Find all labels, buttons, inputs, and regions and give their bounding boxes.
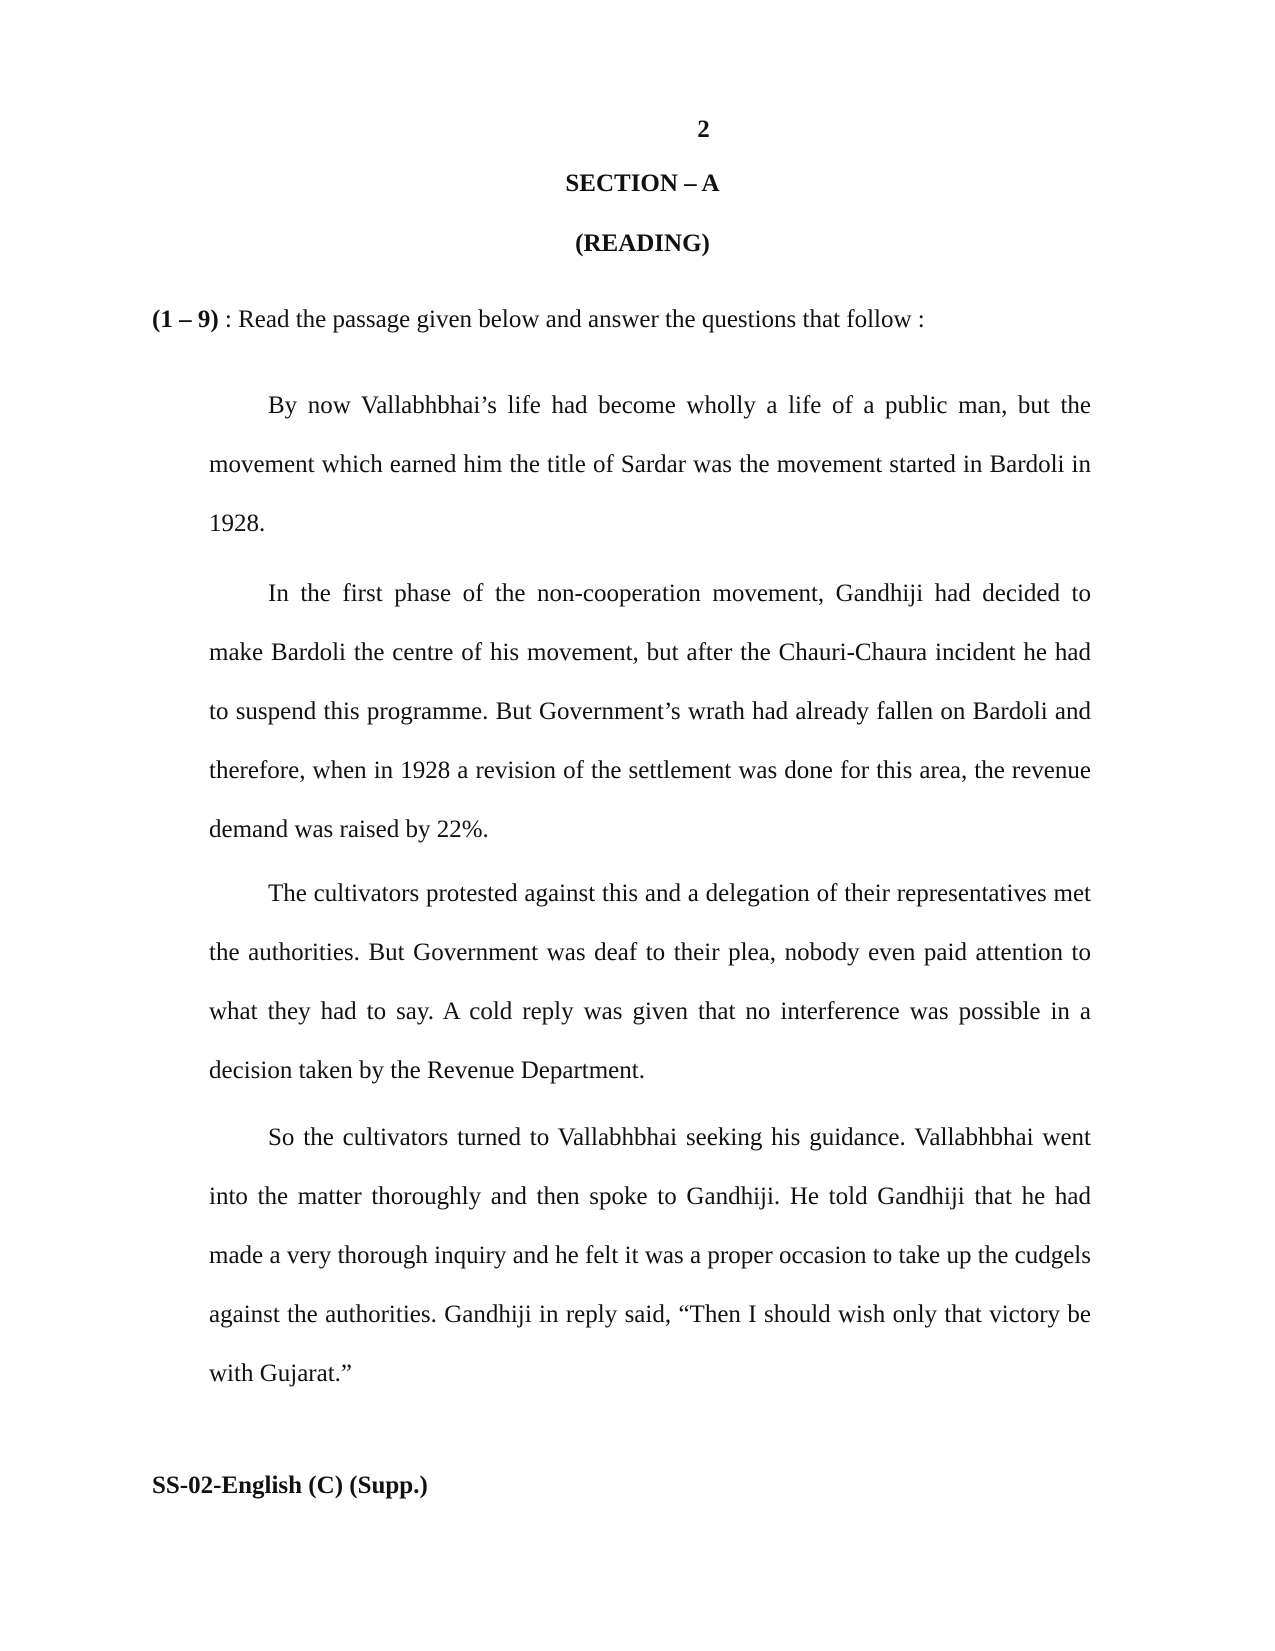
question-instruction xyxy=(152,306,925,334)
page-number: 2 xyxy=(697,116,710,143)
section-subtitle: (READING) xyxy=(575,230,710,257)
passage-paragraph-1: By now Vallabhbhai’s life had become wholly a life of a public man, but the movement which earned him the title of Sardar was the movement started in Bardoli in 1928. xyxy=(209,392,1091,537)
question-range: (1 – 9) xyxy=(152,306,219,333)
instruction-text: : Read the passage given below and answer the questions that follow : xyxy=(218,306,925,333)
paper-code-footer: SS-02-English (C) (Supp.) xyxy=(152,1472,428,1499)
section-title: SECTION – A xyxy=(565,170,720,197)
passage-paragraph-2: In the first phase of the non-cooperation movement, Gandhiji had decided to make Bardoli the centre of his movement, but after the Chauri-Chaura incident he had to suspend this programme. But Government’s wrath had already fallen on Bardoli and therefore, when in 1928 a revision of the settlement was done for this area, the revenue demand was raised by 22%. xyxy=(209,580,1091,843)
passage-paragraph-4: So the cultivators turned to Vallabhbhai seeking his guidance. Vallabhbhai went into the matter thoroughly and then spoke to Gandhiji. He told Gandhiji that he had made a very thorough inquiry and he felt it was a proper occasion to take up the cudgels against the authorities. Gandhiji in reply said, “Then I should wish only that victory be with Gujarat.” xyxy=(209,1124,1091,1387)
passage-paragraph-3: The cultivators protested against this and a delegation of their representatives met the authorities. But Government was deaf to their plea, nobody even paid attention to what they had to say. A cold reply was given that no interference was possible in a decision taken by the Revenue Department. xyxy=(209,880,1091,1084)
